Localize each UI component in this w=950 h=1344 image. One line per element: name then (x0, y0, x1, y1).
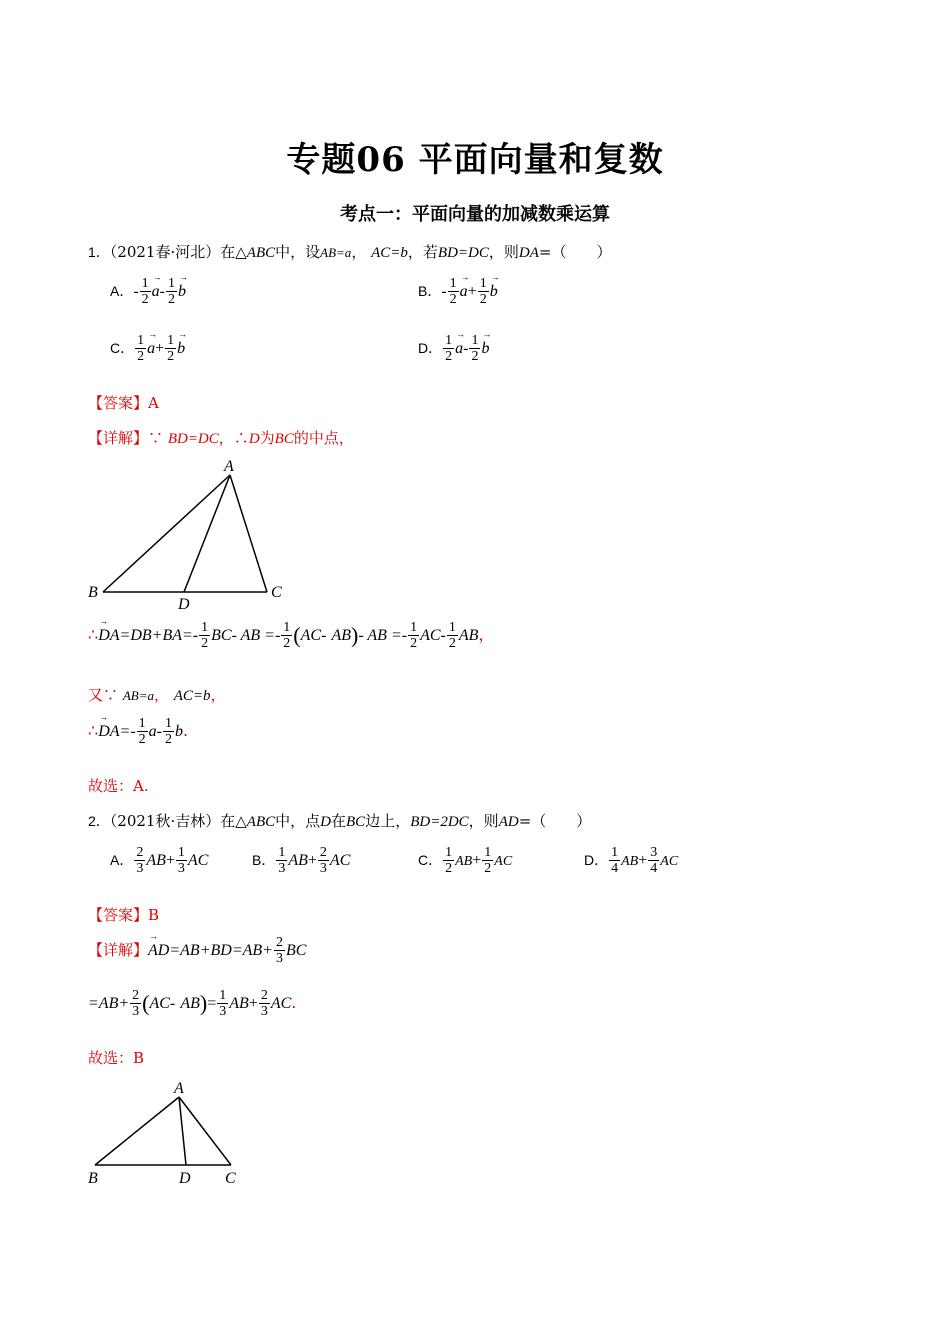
point-d-label: D (178, 596, 190, 613)
vertex-b-label: B (88, 584, 98, 601)
vertex-c-label: C (271, 584, 282, 601)
vertex-c-label: C (225, 1170, 236, 1187)
q1-answer: 【答案】A (88, 394, 159, 412)
q1-option-a[interactable]: A．- $\frac{1}{2}$ → a- $\frac{1}{2}$ → b (110, 276, 186, 307)
q2-option-d[interactable]: D． $\frac{1}{4}$ AB+ $\frac{3}{4}$ AC (584, 845, 679, 876)
vertex-b-label: B (88, 1170, 98, 1187)
side-ac (230, 475, 267, 592)
side-ab (103, 475, 230, 592)
median-ad (184, 475, 230, 592)
q2-answer: 【答案】B (88, 906, 160, 924)
q1-triangle-figure (80, 455, 300, 615)
q2-option-b[interactable]: B． $\frac{1}{3}$ AB+ $\frac{2}{3}$ AC (252, 845, 351, 876)
q1-derivation-line-1: ∴→ DA=DB+BA=- $\frac{1}{2}$ BC- AB =- $\frac{1}{2}$ (AC- AB)- AB =- $\frac{1}{2}$ AC- $\frac{1}{2}$ AB， (88, 620, 494, 651)
q1-option-d[interactable]: D． $\frac{1}{2}$ → a- $\frac{1}{2}$ → b (418, 333, 489, 364)
q2-derivation-line-1: 【详解】→ AD=AB+BD=AB+ $\frac{2}{3}$ BC (88, 935, 306, 966)
point-d-label: D (179, 1170, 191, 1187)
q2-option-a[interactable]: A． $\frac{2}{3}$ AB+ $\frac{1}{3}$ AC (110, 845, 209, 876)
q1-detail-intro: 【详解】∵ BD=DC，∴D为BC的中点， (88, 429, 354, 447)
page-title: 专题06 平面向量和复数 (286, 140, 664, 180)
q2-choice: 故选：B (88, 1049, 145, 1067)
q2-option-c[interactable]: C． $\frac{1}{2}$ AB+ $\frac{1}{2}$ AC (418, 845, 513, 876)
vertex-a-label: A (174, 1080, 184, 1097)
section-subtitle: 考点一：平面向量的加减数乘运算 (340, 204, 610, 225)
q1-choice: 故选：A. (88, 777, 149, 795)
q1-derivation-line-3: ∴→ DA=- $\frac{1}{2}$ a- $\frac{1}{2}$ b. (88, 716, 188, 747)
vertex-a-label: A (224, 458, 234, 475)
question-2-stem: 2．（2021秋·吉林）在△ABC中，点D在BC边上，BD=2DC，则AD=（ ） (88, 812, 592, 830)
q1-derivation-line-2: 又∵ AB=a， AC=b， (88, 686, 226, 704)
side-ab (95, 1097, 179, 1165)
q1-option-b[interactable]: B．- $\frac{1}{2}$ → a+ $\frac{1}{2}$ → b (418, 276, 498, 307)
question-1-stem: 1．（2021春·河北）在△ABC中，设AB=a， AC=b，若BD=DC，则DA=（ ） (88, 243, 612, 261)
segment-ad (179, 1097, 186, 1165)
q2-triangle-figure (80, 1075, 260, 1195)
q1-option-c[interactable]: C． $\frac{1}{2}$ → a+ $\frac{1}{2}$ → b (110, 333, 185, 364)
side-ac (179, 1097, 231, 1165)
q2-derivation-line-2: =AB+ $\frac{2}{3}$ (AC- AB)= $\frac{1}{3}$ AB+ $\frac{2}{3}$ AC. (88, 988, 297, 1019)
